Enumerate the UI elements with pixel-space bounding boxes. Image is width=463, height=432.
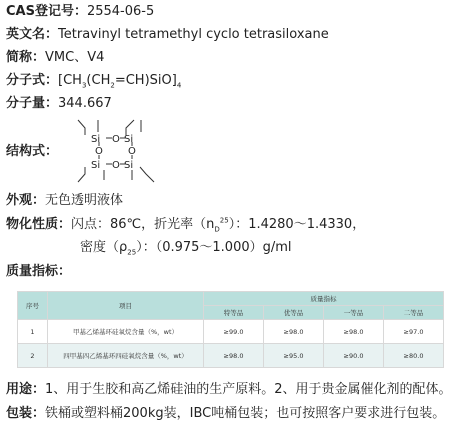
si-atom: Si [124,160,134,171]
packaging-line [6,405,445,423]
table-row: 2 四甲基四乙烯基环四硅氧烷含量（%，wt） ≥98.0 ≥95.0 ≥90.0 ≥80.0 [18,344,444,368]
formula-value: $[CH_3(CH_2=CH)SiO]_4$ [58,73,182,90]
appearance-label: 外观： [6,193,46,208]
formula-line [6,72,181,90]
english-name-value: Tetravinyl tetramethyl cyclo tetrasiloxane [58,27,329,42]
quality-label: 质量指标： [6,264,72,279]
abbreviation-label: 简称： [6,50,46,65]
o-atom: O [112,160,120,171]
usage-line [6,381,452,399]
physical-line-2: 密度$(\rho_{25})$：（0.975～1.000）g/ml [80,240,292,257]
structure-label: 结构式： [6,144,59,159]
usage-value: 1、用于生胶和高乙烯硅油的生产原料。2、用于贵金属催化剂的配体。 [45,382,452,397]
header-grade: 二等品 [384,306,444,320]
packaging-label: 包装： [6,406,46,421]
mol-weight-value: 344.667 [58,96,112,111]
si-atom: Si [124,134,134,145]
header-item: 项目 [48,292,204,320]
cas-value: 2554-06-5 [86,4,155,19]
english-name-line [6,26,329,44]
header-grade: 优等品 [264,306,324,320]
appearance-value: 无色透明液体 [45,193,124,208]
physical-label: 物化性质： [6,217,72,232]
quality-line [6,263,71,281]
english-name-label: 英文名： [6,27,59,42]
si-atom: Si [91,134,101,145]
formula-label: 分子式： [6,73,59,88]
header-group: 质量指标 [204,292,444,306]
mol-weight-line [6,95,112,113]
o-atom: O [112,134,120,145]
mol-weight-label: 分子量： [6,96,59,111]
appearance-line [6,192,123,210]
cas-label: CAS登记号： [6,4,87,19]
header-grade: 特等品 [204,306,264,320]
header-no: 序号 [18,292,48,320]
structural-formula-diagram [66,118,170,184]
packaging-value: 铁桶或塑料桶200kg装，IBC吨桶包装；也可按照客户要求进行包装。 [45,406,446,421]
abbreviation-value: VMC、V4 [45,50,105,65]
table-row: 1 甲基乙烯基环硅氧烷含量（%，wt） ≥99.0 ≥98.0 ≥98.0 ≥97.0 [18,320,444,344]
o-atom: O [128,146,136,157]
quality-table [17,291,443,368]
cas-line [6,3,154,21]
physical-line-1: 物化性质：闪点：86℃，折光率$(n_D^{25})$：1.4280～1.4330， [6,216,366,234]
abbreviation-line [6,49,104,67]
usage-label: 用途： [6,382,46,397]
si-atom: Si [91,160,101,171]
o-atom: O [95,146,103,157]
header-grade: 一等品 [324,306,384,320]
structure-line [6,143,58,161]
